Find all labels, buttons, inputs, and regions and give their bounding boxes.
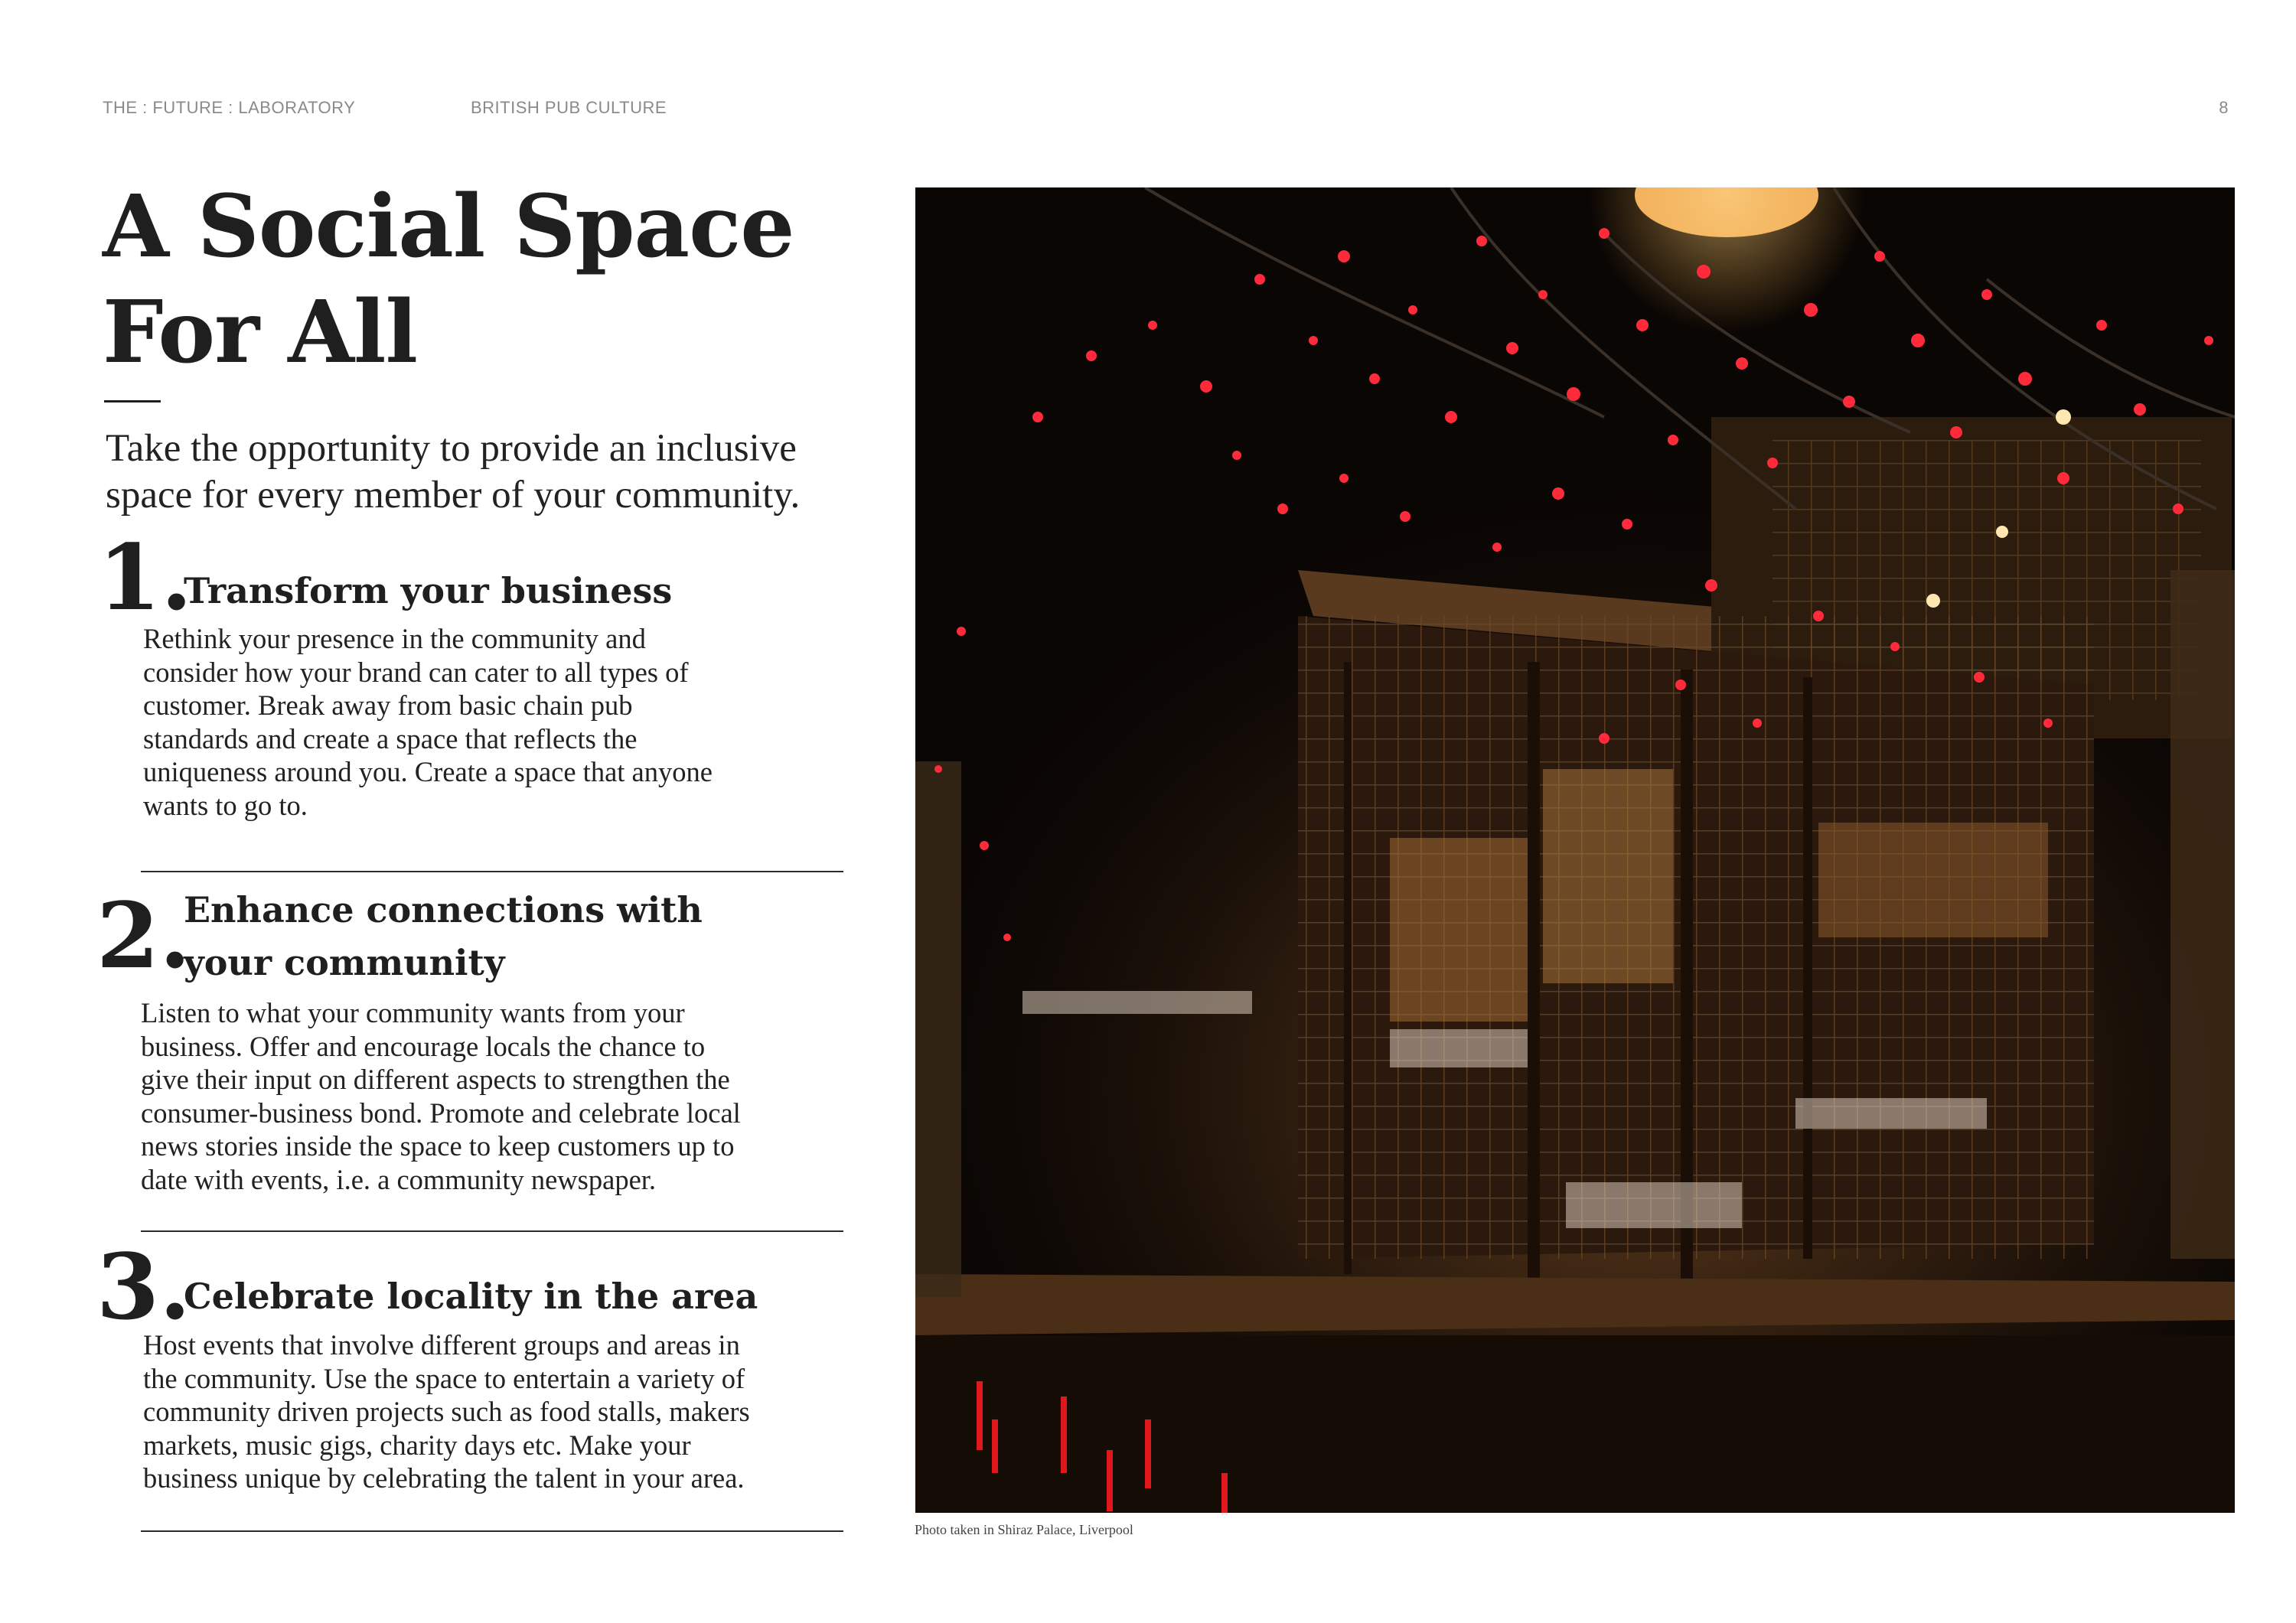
- intro-line: space for every member of your community.: [106, 474, 801, 517]
- body-line: the community. Use the space to entertain a variety of: [143, 1362, 745, 1394]
- body-line: consider how your brand can cater to all types of: [143, 656, 689, 688]
- body-line: wants to go to.: [143, 789, 308, 821]
- publisher-name: THE : FUTURE : LABORATORY: [103, 98, 356, 117]
- section-heading: [184, 1270, 758, 1323]
- section-divider: [141, 1230, 843, 1232]
- body-line: standards and create a space that reflects the: [143, 722, 638, 754]
- section-divider: [141, 1530, 843, 1532]
- section-heading: [184, 884, 703, 989]
- section-number: 2.: [96, 882, 191, 989]
- body-line: community driven projects such as food stalls, makers: [143, 1396, 750, 1427]
- body-line: consumer-business bond. Promote and celebrate local: [141, 1097, 741, 1129]
- section-body: [143, 622, 713, 822]
- page-title-line: For All: [103, 282, 418, 383]
- section-body: [141, 996, 741, 1196]
- body-line: date with events, i.e. a community newspaper.: [141, 1163, 657, 1195]
- body-line: news stories inside the space to keep customers up to: [141, 1130, 735, 1162]
- page-title: [103, 174, 794, 386]
- body-line: business unique by celebrating the talent in your area.: [143, 1462, 745, 1494]
- section-heading: [184, 565, 672, 618]
- body-line: customer. Break away from basic chain pub: [143, 689, 633, 721]
- title-divider: [104, 400, 161, 402]
- page-title-line: A Social Space: [103, 177, 794, 277]
- body-line: markets, music gigs, charity days etc. Make your: [143, 1429, 691, 1461]
- body-line: Listen to what your community wants from your: [141, 997, 685, 1028]
- section-heading-line: Celebrate locality in the area: [184, 1276, 758, 1317]
- body-line: give their input on different aspects to strengthen the: [141, 1064, 730, 1095]
- section-heading-line: Transform your business: [184, 570, 673, 611]
- page-number: 8: [2219, 98, 2229, 117]
- section-body: [143, 1328, 750, 1495]
- body-line: business. Offer and encourage locals the chance to: [141, 1030, 706, 1062]
- intro-line: Take the opportunity to provide an inclusive: [106, 427, 797, 470]
- body-line: uniqueness around you. Create a space that anyone: [143, 756, 713, 787]
- bar-photo-illustration: [915, 187, 2235, 1513]
- section-heading-line: your community: [184, 942, 505, 983]
- photo-caption: Photo taken in Shiraz Palace, Liverpool: [915, 1522, 1133, 1537]
- bar-photo: [915, 187, 2235, 1513]
- section-heading-line: Enhance connections with: [184, 889, 703, 930]
- section-title: BRITISH PUB CULTURE: [471, 98, 667, 117]
- intro-paragraph: [106, 425, 909, 519]
- section-number: 3.: [96, 1234, 191, 1340]
- body-line: Host events that involve different groups and areas in: [143, 1329, 740, 1361]
- section-divider: [141, 871, 843, 872]
- body-line: Rethink your presence in the community and: [143, 623, 646, 654]
- section-number: 1.: [98, 524, 193, 631]
